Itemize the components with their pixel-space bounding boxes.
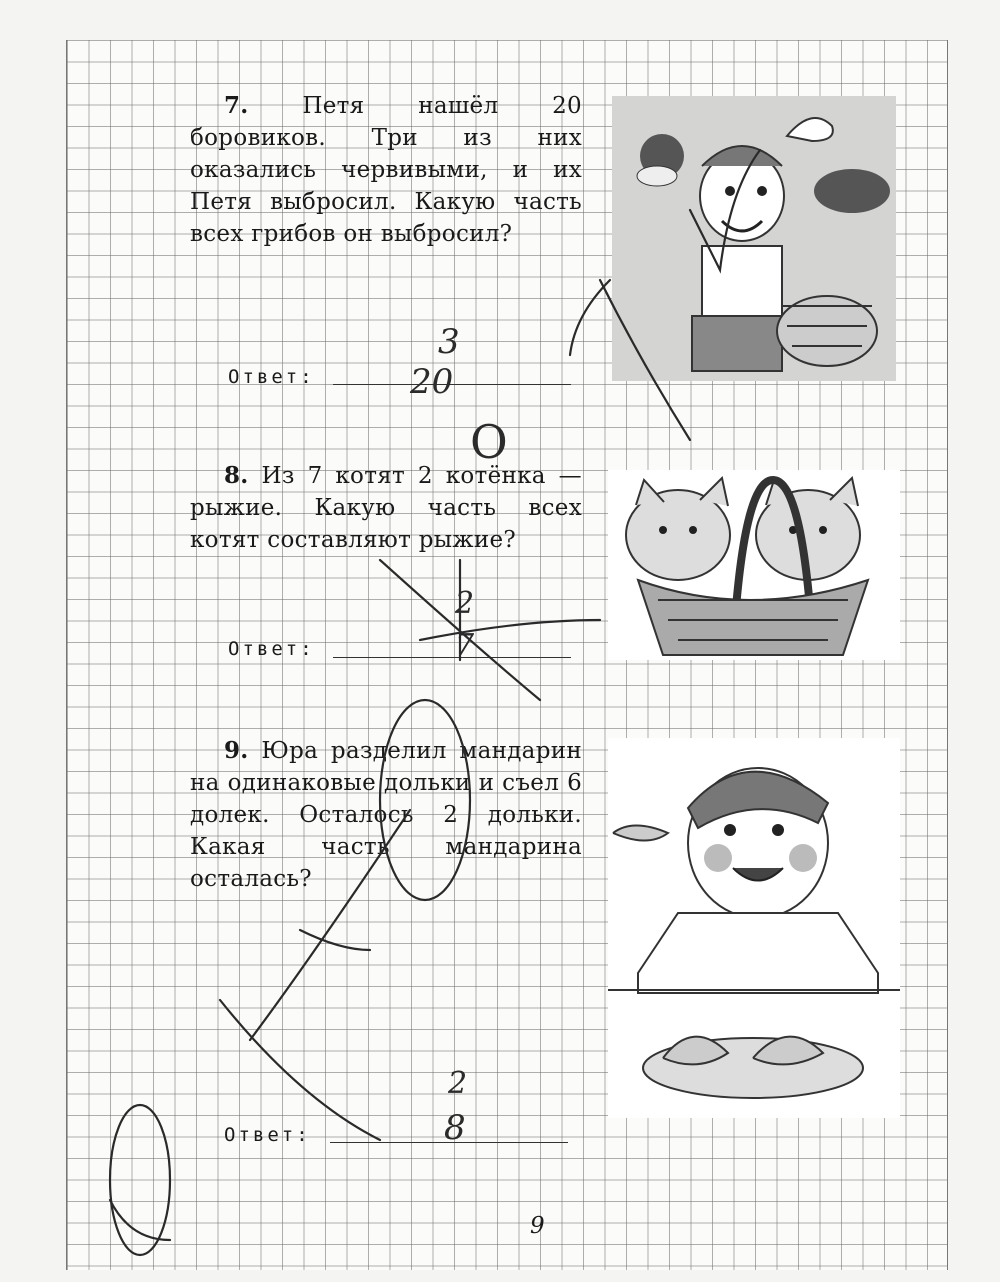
kittens-in-basket-illustration [608,470,900,660]
boy-eating-tangerine-drawing [608,738,900,1118]
task-9-answer-label: Ответ: [224,1124,311,1146]
task-8-answer-denominator: 7 [455,628,475,663]
task-7-answer-denominator: 20 [410,362,454,402]
task-9 [190,735,582,895]
task-7-number: 7. [224,92,249,119]
task-8-answer-label: Ответ: [228,638,315,660]
task-8-answer-numerator: 2 [455,586,475,621]
boy-eating-tangerine-illustration [608,738,900,1118]
task-8 [190,460,582,556]
handwritten-mark: O [470,415,508,469]
task-7-answer-label: Ответ: [228,366,315,388]
task-8-number: 8. [224,462,249,489]
task-9-answer-numerator: 2 [448,1066,468,1101]
task-9-answer-denominator: 8 [444,1108,466,1148]
task-7-text: Петя нашёл 20 боровиков. Три из них оказались червивыми, и их Петя выбросил. Какую часть всех грибов он выбросил? [190,93,582,247]
task-9-number: 9. [224,737,249,764]
task-8-answer-line [333,657,571,658]
boy-with-mushrooms-drawing [612,96,896,381]
task-7-answer-numerator: 3 [438,322,460,362]
page-number: 9 [530,1213,545,1239]
task-9-text: Юра разделил мандарин на одинаковые дольки и съел 6 долек. Осталось 2 дольки. Какая часть мандарина осталась? [190,738,582,892]
kittens-in-basket-drawing [608,470,900,660]
task-8-text: Из 7 котят 2 котёнка — рыжие. Какую часть всех котят составляют рыжие? [190,463,582,553]
task-7 [190,90,582,250]
boy-with-mushroom-basket-illustration [612,96,896,381]
